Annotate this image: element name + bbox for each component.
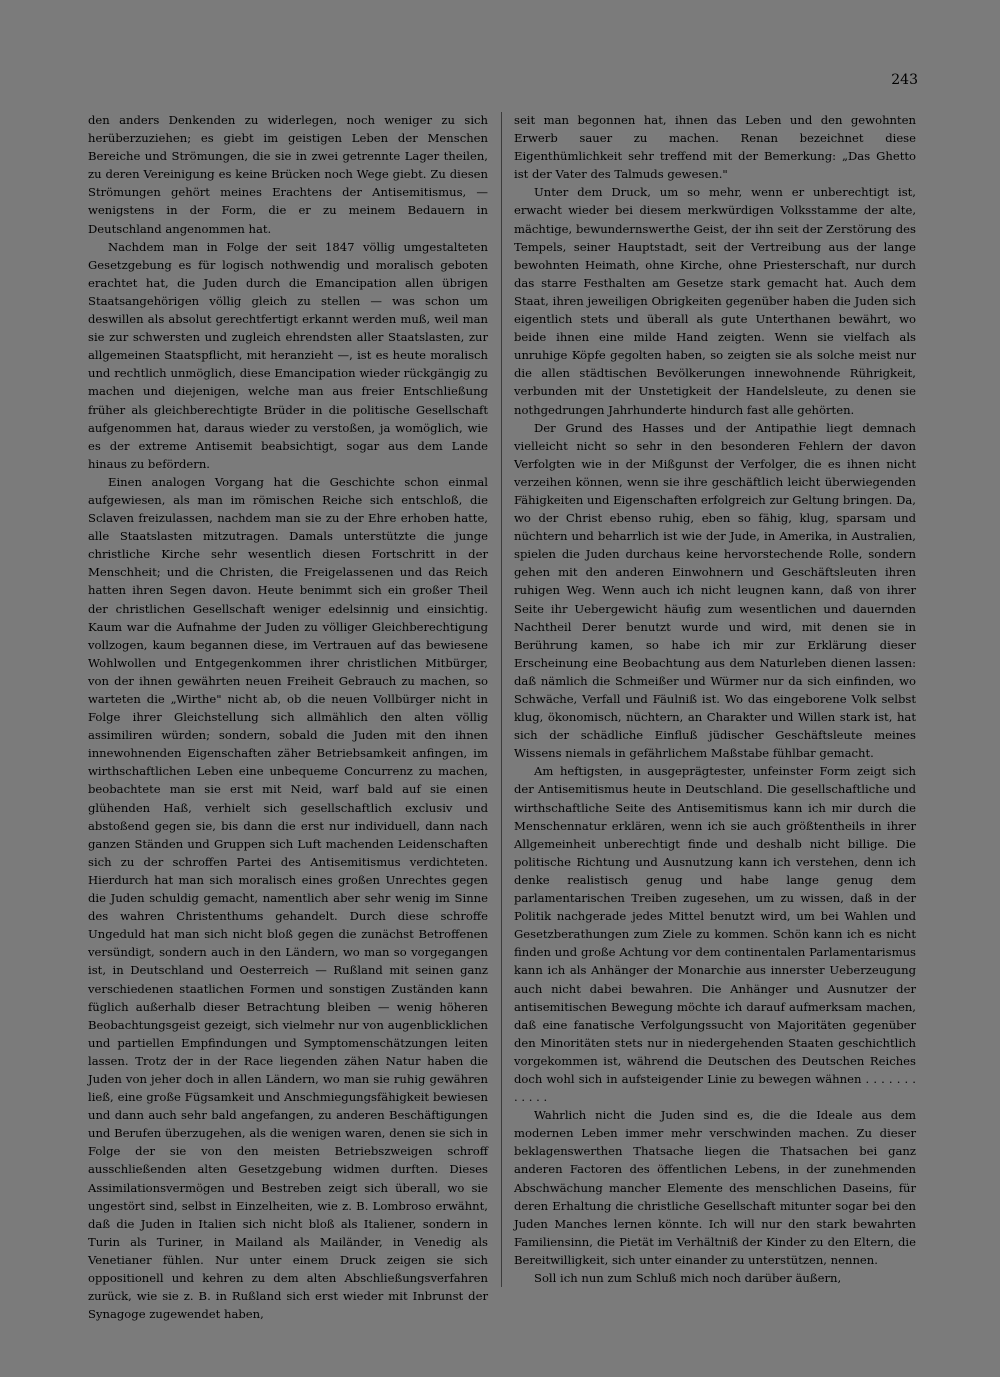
paragraph: Einen analogen Vorgang hat die Geschichte schon einmal aufgewiesen, als man im römischen Reiche sich entschloß, die Sclaven freizulassen, nachdem man sie zu der Ehre erhoben hatte, alle Staatslasten mitzutragen. Damals unterstützte die junge christliche Kirche sehr wesentlich diesen Fortschritt in der Menschheit; und die Christen, die Freigelassenen und das Reich hatten ihren Segen davon. Heute benimmt sich ein großer Theil der christlichen Gesellschaft weniger edelsinnig und einsichtig. Kaum war die Aufnahme der Juden zu völliger Gleichberechtigung vollzogen, kaum begannen diese, im Vertrauen auf das bewiesene Wohlwollen und Entgegenkommen ihrer christlichen Mitbürger, von der ihnen gewährten neuen Freiheit Gebrauch zu machen, so warteten die „Wirthe" nicht ab, ob die neuen Vollbürger nicht in Folge ihrer Gleichstellung sich allmählich den alten völlig assimiliren würden; sondern, sobald die Juden mit den ihnen innewohnenden Eigenschaften zäher Betriebsamkeit anfingen, im wirthschaftlichen Leben eine unbequeme Concurrenz zu machen, beobachtete man sie erst mit Neid, warf bald auf sie einen glühenden Haß, verhielt sich gesellschaftlich exclusiv und abstoßend gegen sie, bis dann die erst nur individuell, dann nach ganzen Ständen und Gruppen sich Luft machenden Leidenschaften sich zu der schroffen Partei des Antisemitismus verdichteten. Hierdurch hat man sich moralisch eines großen Unrechtes gegen die Juden schuldig gemacht, namentlich aber sehr wenig im Sinne des wahren Christenthums gehandelt. Durch diese schroffe Ungeduld hat man sich nicht bloß gegen die zunächst Betroffenen versündigt, sondern auch in den Ländern, wo man so vorgegangen ist, in Deutschland und Oesterreich — Rußland mit seinen ganz verschiedenen staatlichen Formen und sonstigen Zuständen kann füglich außerhalb dieser Betrachtung bleiben — wenig höheren Beobachtungsgeist gezeigt, sich vielmehr nur von augenblicklichen und partiellen Empfindungen und Symptomenschätzungen leiten lassen. Trotz der in der Race liegenden zähen Natur haben die Juden von jeher doch in allen Ländern, wo man sie ruhig gewähren ließ, eine große Fügsamkeit und Anschmiegungsfähigkeit bewiesen und dann auch sehr bald angefangen, zu anderen Beschäftigungen und Berufen überzugehen, als die wenigen waren, denen sie sich in Folge der sie von den meisten Betriebszweigen schroff ausschließenden alten Gesetzgebung widmen durften. Dieses Assimilationsvermögen und Bestreben zeigt sich überall, wo sie ungestört sind, selbst in Einzelheiten, wie z. B. Lombroso erwähnt, daß die Juden in Italien sich nicht bloß als Italiener, sondern in Turin als Turiner, in Mailand als Mailänder, in Venedig als Venetianer fühlen. Nur unter einem Druck zeigen sie sich oppositionell und kehren zu dem alten Abschließungsverfahren zurück, wie sie z. B. in Rußland sich erst wieder mit Inbrunst der Synagoge zugewendet haben, [88, 474, 488, 1322]
paragraph: Soll ich nun zum Schluß mich noch darüber äußern, [534, 1271, 842, 1285]
left-column [88, 111, 488, 1323]
paragraph: seit man begonnen hat, ihnen das Leben und den gewohnten Erwerb sauer zu machen. Renan bezeichnet diese Eigenthümlichkeit sehr treffend mit der Bemerkung: „Das Ghetto ist der Vater des Talmuds gewesen." [514, 113, 916, 182]
paragraph: den anders Denkenden zu widerlegen, noch weniger zu sich herüberzuziehen; es giebt im geistigen Leben der Menschen Bereiche und Strömungen, die sie in zwei getrennte Lager theilen, zu deren Vereinigung es keine Brücken noch Wege giebt. Zu diesen Strömungen gehört meines Erachtens der Antisemitismus, — wenigstens in der Form, die er zu meinem Bedauern in Deutschland angenommen hat. [88, 113, 488, 236]
paragraph: Der Grund des Hasses und der Antipathie liegt demnach vielleicht nicht so sehr in den besonderen Fehlern der davon Verfolgten wie in der Mißgunst der Verfolger, die es ihnen nicht verzeihen können, wenn sie ihre geschäftlich leicht überwiegenden Fähigkeiten und Eigenschaften erfolgreich zur Geltung bringen. Da, wo der Christ ebenso ruhig, eben so fähig, klug, sparsam und nüchtern und beharrlich ist wie der Jude, in Amerika, in Australien, spielen die Juden durchaus keine hervorstechende Rolle, sondern gehen mit den anderen Einwohnern und Geschäftsleuten ihren ruhigen Weg. Wenn auch ich nicht leugnen kann, daß von ihrer Seite ihr Uebergewicht häufig zum wesentlichen und dauernden Nachtheil Derer benutzt wurde und wird, mit denen sie in Berührung kamen, so habe ich mir zur Erklärung dieser Erscheinung eine Beobachtung aus dem Naturleben dienen lassen: daß nämlich die Schmeißer und Würmer nur da sich einfinden, wo Schwäche, Verfall und Fäulniß ist. Wo das eingeborene Volk selbst klug, ökonomisch, nüchtern, an Charakter und Willen stark ist, hat sich der schädliche Einfluß jüdischer Geschäftsleute meines Wissens niemals in gefährlichem Maßstabe fühlbar gemacht. [514, 420, 916, 761]
paragraph: Nachdem man in Folge der seit 1847 völlig umgestalteten Gesetzgebung es für logisch nothwendig und moralisch geboten erachtet hat, die Juden durch die Emancipation allen übrigen Staatsangehörigen völlig gleich zu stellen — was schon um deswillen als absolut gerechtfertigt erkannt werden muß, weil man sie zur schwersten und zugleich ehrendsten aller Staatslasten, zur allgemeinen Staatspflicht, mit heranzieht —, ist es heute moralisch und rechtlich unmöglich, diese Emancipation wieder rückgängig zu machen und diejenigen, welche man aus freier Entschließung früher als gleichberechtigte Brüder in die politische Gesellschaft aufgenommen hat, daraus wieder zu verstoßen, ja womöglich, wie es der extreme Antisemit beabsichtigt, sogar aus dem Lande hinaus zu befördern. [88, 239, 488, 471]
paragraph: Wahrlich nicht die Juden sind es, die die Ideale aus dem modernen Leben immer mehr verschwinden machen. Zu dieser beklagenswerthen Thatsache liegen die Thatsachen bei ganz anderen Factoren des öffentlichen Lebens, in der zunehmenden Abschwächung mancher Elemente des menschlichen Daseins, für deren Erhaltung die christliche Gesellschaft mitunter sogar bei den Juden Manches lernen könnte. Ich will nur den stark bewahrten Familiensinn, die Pietät im Verhältniß der Kinder zu den Eltern, die Bereitwilligkeit, sich unter einander zu unterstützen, nennen. [514, 1108, 916, 1267]
page-number: 243 [891, 72, 918, 88]
paragraph: Am heftigsten, in ausgeprägtester, unfeinster Form zeigt sich der Antisemitismus heute in Deutschland. Die gesellschaftliche und wirthschaftliche Seite des Antisemitismus kann ich mir durch die Menschennatur erklären, wenn ich sie auch größtentheils in ihrer Allgemeinheit unberechtigt finde und deshalb nicht billige. Die politische Richtung und Ausnutzung kann ich verstehen, denn ich denke realistisch genug und habe lange genug dem parlamentarischen Treiben zugesehen, um zu wissen, daß in der Politik nachgerade jedes Mittel benutzt wird, um bei Wahlen und Gesetzberathungen zum Ziele zu kommen. Schön kann ich es nicht finden und große Achtung vor dem continentalen Parlamentarismus kann ich als Anhänger der Monarchie aus innerster Ueberzeugung auch nicht dabei bewahren. Die Anhänger und Ausnutzer der antisemitischen Bewegung möchte ich darauf aufmerksam machen, daß eine fanatische Verfolgungssucht von Majoritäten gegenüber den Minoritäten stets nur in niedergehenden Staaten geschichtlich vorgekommen ist, während die Deutschen des Deutschen Reiches doch wohl sich in aufsteigender Linie zu bewegen wähnen . . . . . . . . . . . . [514, 764, 916, 1105]
right-column [514, 111, 916, 1287]
paragraph: Unter dem Druck, um so mehr, wenn er unberechtigt ist, erwacht wieder bei diesem merkwürdigen Volksstamme der alte, mächtige, bewundernswerthe Geist, der ihn seit der Zerstörung des Tempels, seiner Hauptstadt, seit der Vertreibung aus der lange bewohnten Heimath, ohne Kirche, ohne Priesterschaft, nur durch das starre Festhalten am Gesetze stark gemacht hat. Auch dem Staat, ihren jeweiligen Obrigkeiten gegenüber haben die Juden sich eigentlich stets und überall als gute Unterthanen bewährt, wo beide ihnen eine milde Hand zeigten. Wenn sie vielfach als unruhige Köpfe gegolten haben, so zeigten sie als solche meist nur die allen städtischen Bevölkerungen innewohnende Rührigkeit, verbunden mit der Unstetigkeit der Handelsleute, zu denen sie nothgedrungen Jahrhunderte hindurch fast alle gehörten. [514, 185, 916, 417]
column-divider [501, 112, 502, 1287]
